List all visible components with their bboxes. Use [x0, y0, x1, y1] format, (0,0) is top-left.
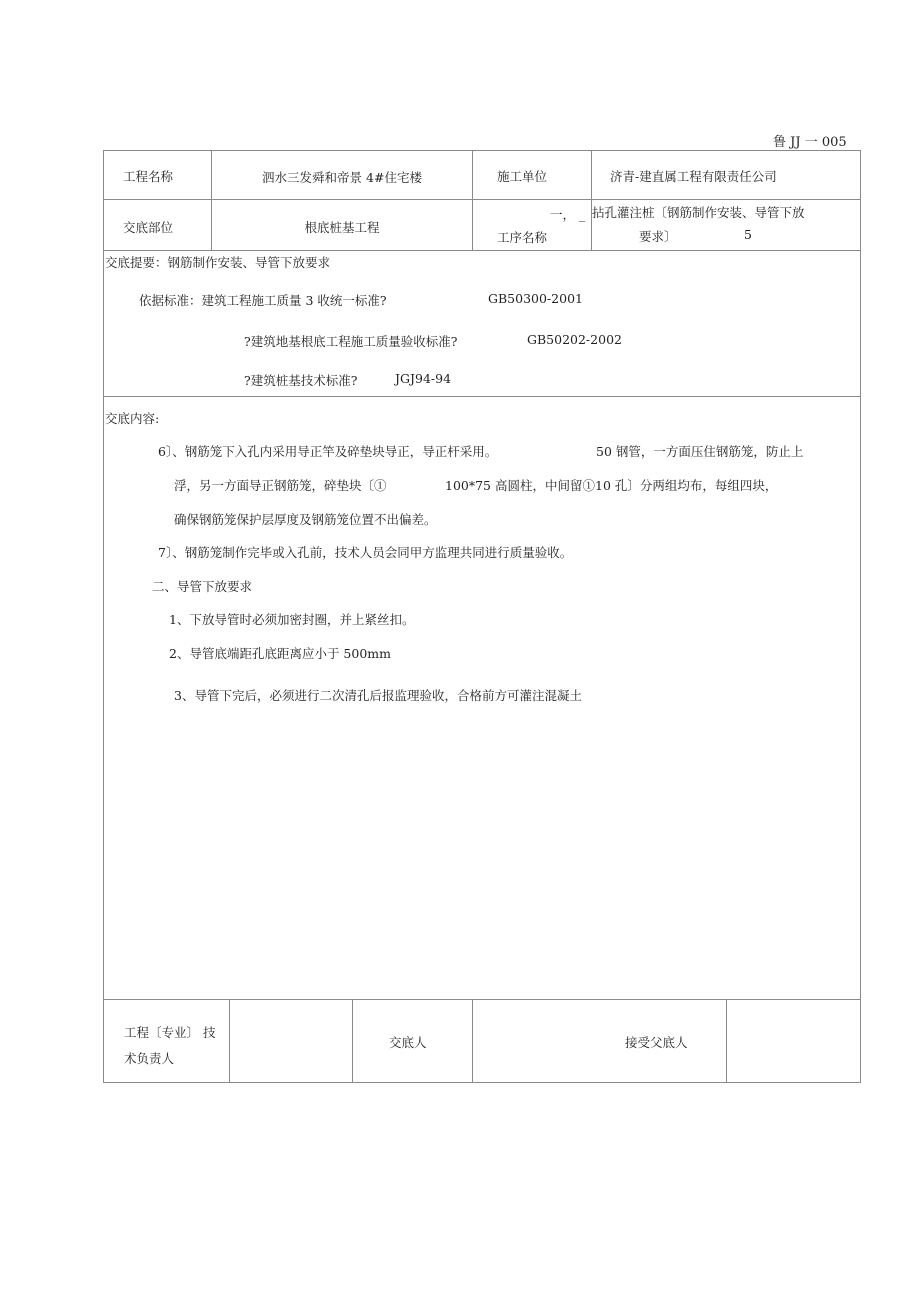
summary-divider	[103, 396, 861, 397]
table-left-border	[103, 150, 104, 1083]
item-7: 7〕、钢筋笼制作完毕或入孔前，技术人员会同甲方监理共同进行质量验收。	[158, 545, 573, 560]
document-code: 鲁 JJ 一 005	[773, 135, 847, 150]
part-value: 根底桩基工程	[304, 220, 380, 235]
standard-1-label: 依据标准：建筑工程施工质量 3 收统一标准?	[139, 293, 387, 308]
project-name-label: 工程名称	[123, 169, 174, 184]
standard-2-label: ?建筑地基根底工程施工质量验收标准?	[244, 334, 458, 349]
item-6-line-1a: 6〕、钢筋笼下入孔内采用导正竿及碎垫块导正，导正杆采用。	[158, 444, 498, 459]
pipe-item-1: 1、下放导管时必须加密封圈，并上紧丝扣。	[169, 612, 415, 627]
pipe-item-2: 2、导管底端距孔底距离应小于 500mm	[169, 646, 391, 661]
standard-1-code: GB50300-2001	[488, 291, 583, 306]
row2-divider	[103, 250, 861, 251]
standard-3-code: JGJ94-94	[395, 371, 452, 386]
pipe-item-3: 3、导管下完后，必须进行二次清孔后报监理验收，合格前方可灌注混凝土	[174, 688, 582, 703]
process-value-number: 5	[744, 227, 752, 242]
discloser-label: 交底人	[389, 1035, 427, 1050]
summary-title: 交底提要：钢筋制作安装、导管下放要求	[105, 255, 331, 270]
project-name-value: 泗水三发舜和帝景 4#住宅楼	[262, 170, 422, 185]
footer-col1-divider	[229, 999, 230, 1082]
table-bottom-border	[103, 1082, 861, 1083]
item-6-line-2a: 浮，另一方面导正钢筋笼，碎垫块〔①	[174, 478, 387, 493]
construction-unit-value: 济青-建直属工程有限责任公司	[610, 169, 777, 184]
table-top-border	[103, 150, 861, 151]
item-6-line-3: 确保钢筋笼保护层厚度及钢筋笼位置不出偏差。	[174, 512, 437, 527]
header-col2-divider	[472, 150, 473, 250]
item-6-line-2b: 100*75 高圆柱，中间留①10 孔〕分两组均布，每组四块，	[445, 478, 778, 493]
tech-lead-label-line2: 术负责人	[124, 1051, 175, 1066]
part-label: 交底部位	[123, 220, 174, 235]
standard-3-label: ?建筑桩基技术标准?	[244, 373, 358, 388]
content-title: 交底内容:	[105, 411, 160, 426]
content-divider	[103, 999, 861, 1000]
table-right-border	[860, 150, 861, 1083]
standard-2-code: GB50202-2002	[527, 332, 622, 347]
header-col3-divider	[591, 150, 592, 250]
footer-col4-divider	[726, 999, 727, 1082]
process-label: 工序名称	[497, 230, 548, 245]
process-value-line1: 拈孔灌注桩〔钢筋制作安装、导管下放	[592, 205, 805, 220]
item-6-line-1b: 50 钢管，一方面压住钢筋笼，防止上	[596, 444, 804, 459]
section-2-heading: 二、导管下放要求	[152, 579, 253, 594]
footer-col2-divider	[352, 999, 353, 1082]
footer-col3-divider	[472, 999, 473, 1082]
row1-divider	[103, 199, 861, 200]
process-prefix: 一， _	[550, 207, 586, 222]
receiver-label: 接受父底人	[625, 1035, 688, 1050]
process-value-line2: 要求〕	[639, 229, 677, 244]
tech-lead-label-line1: 工程〔专业〕 技	[124, 1025, 216, 1040]
construction-unit-label: 施工单位	[497, 169, 548, 184]
